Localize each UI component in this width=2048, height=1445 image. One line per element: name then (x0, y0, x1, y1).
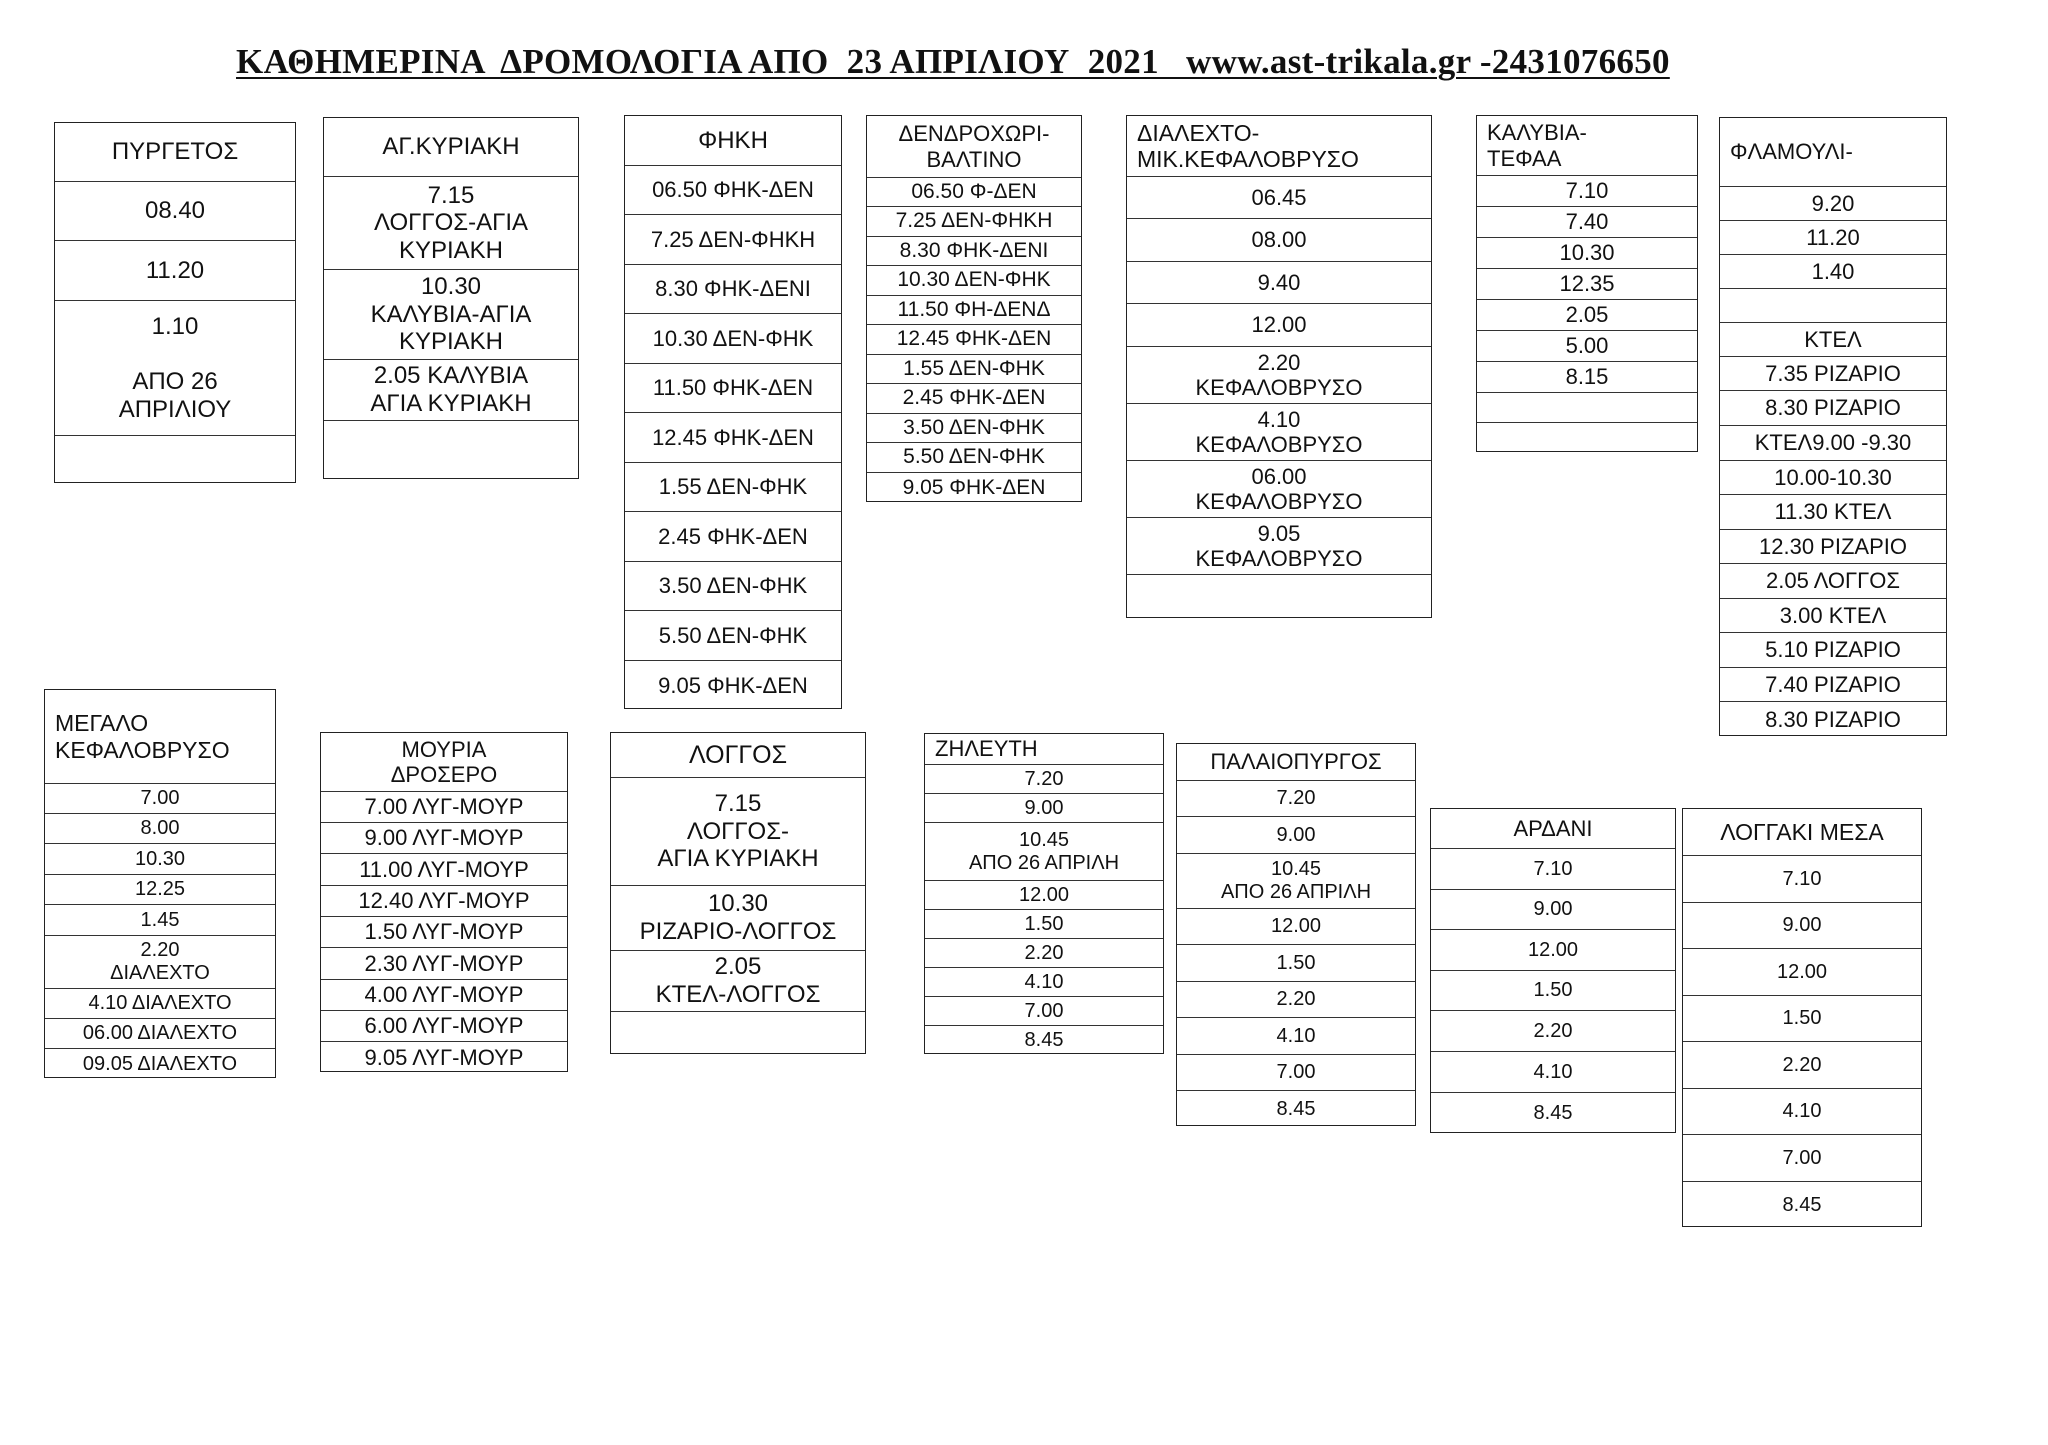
departure-row: 06.50 Φ-ΔΕΝ (867, 178, 1081, 207)
departure-row: 8.30 ΡΙΖΑΡΙΟ (1765, 706, 1901, 732)
departure-row: 9.40 (1127, 262, 1431, 304)
departure-row: 2.20 (1683, 1042, 1921, 1089)
route-header: ΦΗΚΗ (625, 116, 841, 166)
departure-row: 4.10 ΚΕΦΑΛΟΒΡΥΣΟ (1127, 404, 1431, 461)
departure-row: 4.10 ΔΙΑΛΕΧΤΟ (45, 989, 275, 1019)
departure-row: 12.35 (1477, 269, 1697, 300)
departure-row: 7.10 (1431, 849, 1675, 890)
empty-row (1720, 289, 1946, 323)
departure-row: 8.30 ΦΗΚ-ΔΕΝΙ (867, 237, 1081, 266)
empty-row (1477, 393, 1697, 423)
departure-row: 12.45 ΦΗΚ-ΔΕΝ (867, 325, 1081, 355)
departure-row: 5.50 ΔΕΝ-ΦΗΚ (625, 611, 841, 661)
departure-row: 9.05 ΚΕΦΑΛΟΒΡΥΣΟ (1127, 518, 1431, 575)
departure-row: 12.30 ΡΙΖΑΡΙΟ (1720, 530, 1946, 564)
departure-row: 9.05 ΦΗΚ-ΔΕΝ (658, 672, 808, 698)
empty-row (1477, 423, 1697, 453)
route-header: ΠΥΡΓΕΤΟΣ (55, 123, 295, 182)
departure-row: ΚΤΕΛ9.00 -9.30 (1720, 426, 1946, 461)
schedule-table-mouria (320, 732, 568, 1072)
departure-row: 7.20 (925, 765, 1163, 794)
route-header: ΛΟΓΓΑΚΙ ΜΕΣΑ (1683, 809, 1921, 856)
departure-row: 12.00 (1683, 949, 1921, 996)
departure-row: 2.45 ΦΗΚ-ΔΕΝ (867, 384, 1081, 414)
departure-row: 1.50 (925, 910, 1163, 939)
departure-row: 1.50 ΛΥΓ-ΜΟΥΡ (321, 917, 567, 948)
route-header: ΑΡΔΑΝΙ (1431, 809, 1675, 849)
departure-row: 4.00 ΛΥΓ-ΜΟΥΡ (321, 980, 567, 1011)
departure-row: 7.40 ΡΙΖΑΡΙΟ (1720, 668, 1946, 702)
departure-row: 8.15 (1477, 362, 1697, 393)
departure-row: 7.25 ΔΕΝ-ΦΗΚΗ (867, 207, 1081, 237)
schedule-table-zileyti (924, 733, 1164, 1054)
departure-row: 1.45 (45, 905, 275, 936)
departure-row: 2.05 ΛΟΓΓΟΣ (1720, 564, 1946, 599)
departure-row: 1.55 ΔΕΝ-ΦΗΚ (625, 463, 841, 512)
route-header: ΜΟΥΡΙΑ ΔΡΟΣΕΡΟ (321, 733, 567, 792)
departure-row: 11.20 (55, 241, 295, 301)
route-header: ΠΑΛΑΙΟΠΥΡΓΟΣ (1177, 744, 1415, 781)
empty-row (55, 436, 295, 484)
schedule-table-pyrgetos (54, 122, 296, 483)
departure-row: 8.45 (1276, 1097, 1316, 1120)
departure-row: 11.30 ΚΤΕΛ (1720, 495, 1946, 530)
route-header: ΑΓ.ΚΥΡΙΑΚΗ (324, 118, 578, 177)
departure-row: 2.05 (1477, 300, 1697, 331)
departure-row: 2.30 ΛΥΓ-ΜΟΥΡ (321, 948, 567, 980)
departure-row: 5.10 ΡΙΖΑΡΙΟ (1720, 633, 1946, 668)
departure-row: 12.00 (1177, 909, 1415, 945)
departure-row: 2.45 ΦΗΚ-ΔΕΝ (625, 512, 841, 562)
route-header: ΔΕΝΔΡΟΧΩΡΙ- ΒΑΛΤΙΝΟ (867, 116, 1081, 178)
departure-row: 8.30 ΡΙΖΑΡΙΟ (1720, 391, 1946, 426)
departure-row: 06.00 ΚΕΦΑΛΟΒΡΥΣΟ (1127, 461, 1431, 518)
departure-row: 7.00 (1683, 1135, 1921, 1182)
schedule-table-dialexto (1126, 115, 1432, 618)
departure-row: 11.00 ΛΥΓ-ΜΟΥΡ (321, 854, 567, 886)
route-header: ΖΗΛΕΥΤΗ (925, 734, 1163, 765)
departure-row: 7.10 (1477, 176, 1697, 207)
departure-row: 6.00 ΛΥΓ-ΜΟΥΡ (321, 1011, 567, 1042)
schedule-table-loggaki-mesa (1682, 808, 1922, 1227)
departure-row: 4.10 (1177, 1018, 1415, 1055)
departure-row: 12.00 (1127, 304, 1431, 347)
departure-row: 8.00 (45, 814, 275, 844)
departure-row: 1.40 (1720, 255, 1946, 289)
empty-row (1127, 575, 1431, 619)
departure-row: 9.00 ΛΥΓ-ΜΟΥΡ (321, 823, 567, 854)
departure-row: 06.50 ΦΗΚ-ΔΕΝ (625, 166, 841, 215)
departure-row: 10.30 ΔΕΝ-ΦΗΚ (625, 314, 841, 364)
departure-row: 12.00 (1431, 930, 1675, 971)
departure-row: 12.45 ΦΗΚ-ΔΕΝ (625, 413, 841, 463)
departure-row: 7.35 ΡΙΖΑΡΙΟ (1720, 357, 1946, 391)
departure-row: 3.50 ΔΕΝ-ΦΗΚ (867, 414, 1081, 443)
departure-row: 10.45 ΑΠΟ 26 ΑΠΡΙΛΗ (1177, 854, 1415, 909)
departure-row: 10.30 (45, 844, 275, 875)
departure-row: 7.20 (1177, 781, 1415, 817)
departure-row: 1.50 (1431, 971, 1675, 1011)
departure-row: 7.00 (1177, 1055, 1415, 1091)
departure-row: 2.20 (925, 939, 1163, 968)
departure-row: 8.30 ΦΗΚ-ΔΕΝΙ (625, 265, 841, 314)
departure-row: 10.30 ΔΕΝ-ΦΗΚ (867, 266, 1081, 296)
departure-row: 9.05 ΦΗΚ-ΔΕΝ (902, 475, 1046, 499)
departure-row: 9.00 (1683, 903, 1921, 949)
departure-row: 7.00 (45, 784, 275, 814)
departure-row: 10.45 ΑΠΟ 26 ΑΠΡΙΛΗ (925, 823, 1163, 881)
empty-row (611, 1012, 865, 1055)
departure-row: 08.00 (1127, 219, 1431, 262)
departure-row: 9.00 (1431, 890, 1675, 930)
departure-row: 12.25 (45, 875, 275, 905)
departure-row: 11.50 ΦΗ-ΔΕΝΔ (867, 296, 1081, 325)
departure-row: 7.00 ΛΥΓ-ΜΟΥΡ (321, 792, 567, 823)
departure-row: 3.00 ΚΤΕΛ (1720, 599, 1946, 633)
departure-row: ΚΤΕΛ (1720, 323, 1946, 357)
departure-row: 12.40 ΛΥΓ-ΜΟΥΡ (321, 886, 567, 917)
schedule-table-flamouli (1719, 117, 1947, 736)
schedule-table-loggos (610, 732, 866, 1054)
departure-row: 7.10 (1683, 856, 1921, 903)
departure-row: 1.55 ΔΕΝ-ΦΗΚ (867, 355, 1081, 384)
page-title: ΚΑΘΗΜΕΡΙΝΑ ΔΡΟΜΟΛΟΓΙΑ ΑΠΟ 23 ΑΠΡΙΛΙΟΥ 2021 www.ast-trikala.gr -2431076650 (236, 42, 1670, 81)
departure-row: 4.10 (1431, 1052, 1675, 1093)
departure-row: 10.00-10.30 (1720, 461, 1946, 495)
departure-row: 8.45 (1533, 1102, 1573, 1124)
departure-row: 10.30 (1477, 238, 1697, 269)
schedule-table-fiki (624, 115, 842, 709)
departure-row: 3.50 ΔΕΝ-ΦΗΚ (625, 562, 841, 611)
departure-row: 5.50 ΔΕΝ-ΦΗΚ (867, 443, 1081, 473)
departure-row: 2.20 ΚΕΦΑΛΟΒΡΥΣΟ (1127, 347, 1431, 404)
route-header: ΜΕΓΑΛΟ ΚΕΦΑΛΟΒΡΥΣΟ (45, 690, 275, 784)
departure-row: 1.50 (1683, 996, 1921, 1042)
departure-row: 9.05 ΛΥΓ-ΜΟΥΡ (364, 1044, 524, 1070)
route-header: ΚΑΛΥΒΙΑ- ΤΕΦΑΑ (1477, 116, 1697, 176)
departure-row: 10.30 ΡΙΖΑΡΙΟ-ΛΟΓΓΟΣ (611, 886, 865, 951)
departure-row: 06.00 ΔΙΑΛΕΧΤΟ (45, 1019, 275, 1049)
departure-row: 8.45 (1782, 1193, 1822, 1216)
departure-row: 7.15 ΛΟΓΓΟΣ-ΑΓΙΑ ΚΥΡΙΑΚΗ (324, 177, 578, 270)
schedule-table-ag-kyriaki (323, 117, 579, 479)
departure-row: 7.00 (925, 997, 1163, 1026)
departure-row: 1.10 ΑΠΟ 26 ΑΠΡΙΛΙΟΥ (55, 301, 295, 436)
departure-row: 4.10 (925, 968, 1163, 997)
departure-row: 9.20 (1720, 187, 1946, 221)
departure-row: 2.05 ΚΑΛΥΒΙΑ ΑΓΙΑ ΚΥΡΙΑΚΗ (324, 360, 578, 421)
departure-row: 08.40 (55, 182, 295, 241)
departure-row: 2.20 ΔΙΑΛΕΧΤΟ (45, 936, 275, 989)
departure-row: 7.25 ΔΕΝ-ΦΗΚΗ (625, 215, 841, 265)
departure-row: 1.50 (1177, 945, 1415, 982)
departure-row: 09.05 ΔΙΑΛΕΧΤΟ (82, 1052, 238, 1075)
empty-row (324, 421, 578, 480)
route-header: ΛΟΓΓΟΣ (611, 733, 865, 778)
departure-row: 4.10 (1683, 1089, 1921, 1135)
schedule-table-kalyvia (1476, 115, 1698, 452)
departure-row: 9.00 (1177, 817, 1415, 854)
route-header: ΦΛΑΜΟΥΛΙ- (1720, 118, 1946, 187)
departure-row: 5.00 (1477, 331, 1697, 362)
schedule-table-dendroxori (866, 115, 1082, 502)
departure-row: 2.20 (1177, 982, 1415, 1018)
schedule-table-palaiopyrgos (1176, 743, 1416, 1126)
departure-row: 7.40 (1477, 207, 1697, 238)
departure-row: 11.50 ΦΗΚ-ΔΕΝ (625, 364, 841, 413)
route-header: ΔΙΑΛΕΧΤΟ- ΜΙΚ.ΚΕΦΑΛΟΒΡΥΣΟ (1127, 116, 1431, 177)
departure-row: 8.45 (1024, 1029, 1064, 1051)
schedule-table-ardani (1430, 808, 1676, 1133)
departure-row: 12.00 (925, 881, 1163, 910)
departure-row: 2.05 ΚΤΕΛ-ΛΟΓΓΟΣ (611, 951, 865, 1012)
departure-row: 9.00 (925, 794, 1163, 823)
departure-row: 2.20 (1431, 1011, 1675, 1052)
departure-row: 10.30 ΚΑΛΥΒΙΑ-ΑΓΙΑ ΚΥΡΙΑΚΗ (324, 270, 578, 360)
departure-row: 06.45 (1127, 177, 1431, 219)
schedule-table-megalo-kefalovryso (44, 689, 276, 1078)
departure-row: 11.20 (1720, 221, 1946, 255)
departure-row: 7.15 ΛΟΓΓΟΣ- ΑΓΙΑ ΚΥΡΙΑΚΗ (611, 778, 865, 886)
